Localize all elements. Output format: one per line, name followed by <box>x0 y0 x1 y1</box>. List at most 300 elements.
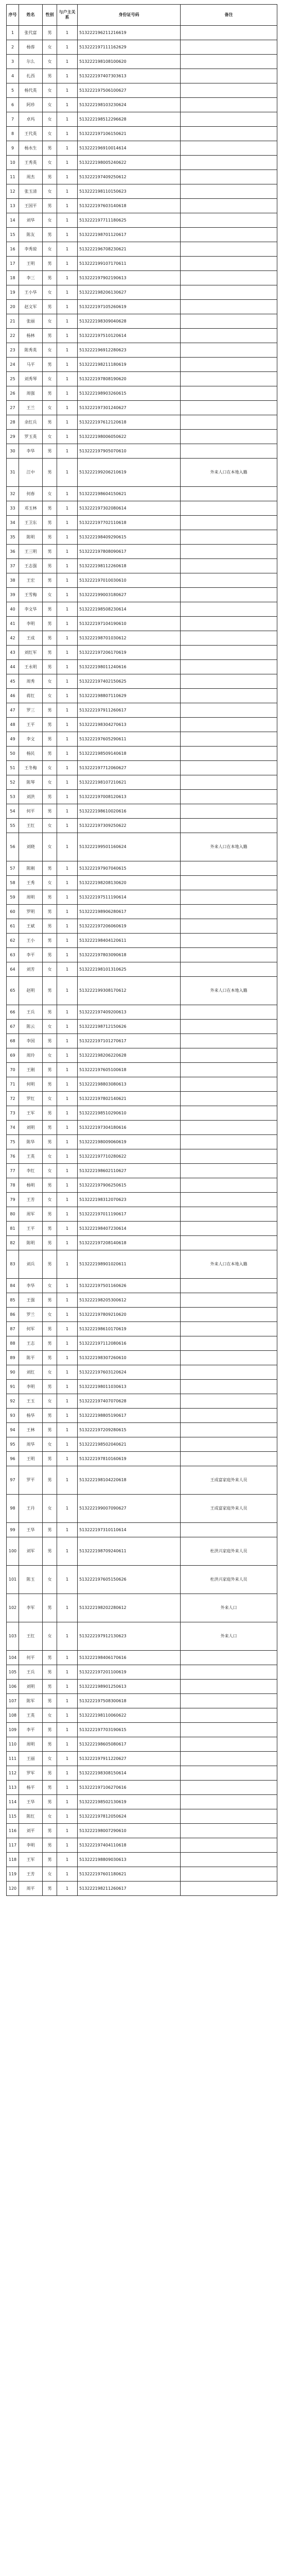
row-seq: 103 <box>7 1622 19 1651</box>
row-name: 王志 <box>19 1336 43 1351</box>
row-relation: 1 <box>57 1781 78 1795</box>
row-gender: 男 <box>43 1523 57 1537</box>
row-gender: 男 <box>43 1665 57 1680</box>
row-relation: 1 <box>57 703 78 718</box>
row-note <box>181 213 277 228</box>
row-name: 王玉 <box>19 1394 43 1409</box>
row-seq: 78 <box>7 1178 19 1193</box>
row-relation: 1 <box>57 430 78 444</box>
row-id-number: 513222198312070623 <box>78 1193 181 1207</box>
row-name: 王军 <box>19 1853 43 1867</box>
table-row <box>7 1149 277 1164</box>
row-relation: 1 <box>57 83 78 98</box>
row-relation: 1 <box>57 545 78 559</box>
row-gender: 女 <box>43 83 57 98</box>
row-name: 刘明 <box>19 1680 43 1694</box>
row-id-number: 513222196211216619 <box>78 26 181 40</box>
table-row <box>7 790 277 804</box>
row-id-number: 513222199308170612 <box>78 977 181 1005</box>
row-id-number: 513222197501160626 <box>78 1279 181 1293</box>
row-id-number: 513222198011030613 <box>78 1380 181 1394</box>
row-seq: 66 <box>7 1005 19 1020</box>
row-id-number: 513222197101270617 <box>78 1034 181 1048</box>
row-name: 刘平 <box>19 1824 43 1838</box>
row-id-number: 513222197808090617 <box>78 545 181 559</box>
table-row <box>7 26 277 40</box>
row-seq: 49 <box>7 732 19 747</box>
row-name: 李华 <box>19 444 43 459</box>
row-seq: 114 <box>7 1795 19 1809</box>
row-gender: 女 <box>43 40 57 55</box>
row-seq: 100 <box>7 1537 19 1566</box>
row-note <box>181 1809 277 1824</box>
row-name: 张代富 <box>19 26 43 40</box>
row-id-number: 513222197011190617 <box>78 1207 181 1222</box>
row-gender: 男 <box>43 1178 57 1193</box>
row-name: 王斌 <box>19 919 43 934</box>
row-id-number: 513222198103230624 <box>78 98 181 112</box>
row-id-number: 513222197008120613 <box>78 790 181 804</box>
table-row <box>7 1566 277 1594</box>
table-row <box>7 430 277 444</box>
row-name: 王英 <box>19 1149 43 1164</box>
table-row <box>7 1293 277 1308</box>
row-gender: 男 <box>43 300 57 314</box>
row-gender: 男 <box>43 1322 57 1336</box>
row-name: 何军 <box>19 1322 43 1336</box>
row-note <box>181 703 277 718</box>
row-note <box>181 1351 277 1365</box>
table-row <box>7 1135 277 1149</box>
row-note <box>181 646 277 660</box>
row-name: 李国 <box>19 1034 43 1048</box>
row-gender: 男 <box>43 703 57 718</box>
table-row <box>7 689 277 703</box>
row-seq: 91 <box>7 1380 19 1394</box>
row-note <box>181 156 277 170</box>
row-seq: 43 <box>7 646 19 660</box>
row-name: 王永明 <box>19 660 43 674</box>
row-note <box>181 747 277 761</box>
row-name: 张玉清 <box>19 184 43 199</box>
row-id-number: 513222197206060619 <box>78 919 181 934</box>
row-gender: 男 <box>43 747 57 761</box>
table-row <box>7 329 277 343</box>
row-relation: 1 <box>57 1207 78 1222</box>
row-seq: 48 <box>7 718 19 732</box>
row-seq: 115 <box>7 1809 19 1824</box>
row-relation: 1 <box>57 1077 78 1092</box>
row-relation: 1 <box>57 1250 78 1279</box>
row-seq: 44 <box>7 660 19 674</box>
row-name: 王志强 <box>19 559 43 573</box>
row-gender: 男 <box>43 646 57 660</box>
table-row <box>7 1164 277 1178</box>
row-name: 李明 <box>19 617 43 631</box>
row-id-number: 513222197506100627 <box>78 83 181 98</box>
row-seq: 14 <box>7 213 19 228</box>
row-id-number: 513222197809210620 <box>78 1308 181 1322</box>
row-name: 刘军 <box>19 1537 43 1566</box>
row-seq: 89 <box>7 1351 19 1365</box>
row-seq: 17 <box>7 257 19 271</box>
row-gender: 男 <box>43 1766 57 1781</box>
row-id-number: 513222199206210619 <box>78 459 181 487</box>
row-gender: 男 <box>43 1651 57 1665</box>
table-row <box>7 1034 277 1048</box>
row-seq: 57 <box>7 861 19 876</box>
row-relation: 1 <box>57 718 78 732</box>
row-note <box>181 1867 277 1882</box>
row-relation: 1 <box>57 516 78 530</box>
row-name: 赵明 <box>19 977 43 1005</box>
row-gender: 男 <box>43 1236 57 1250</box>
row-gender: 男 <box>43 948 57 962</box>
row-note <box>181 1853 277 1867</box>
row-note <box>181 573 277 588</box>
row-seq: 13 <box>7 199 19 213</box>
row-note <box>181 184 277 199</box>
row-id-number: 513222198701120617 <box>78 228 181 242</box>
row-name: 王红 <box>19 1622 43 1651</box>
row-gender: 男 <box>43 1409 57 1423</box>
row-note <box>181 1452 277 1466</box>
row-gender: 女 <box>43 1020 57 1034</box>
row-note <box>181 430 277 444</box>
row-note <box>181 1752 277 1766</box>
row-relation: 1 <box>57 1665 78 1680</box>
row-seq: 95 <box>7 1437 19 1452</box>
row-relation: 1 <box>57 1537 78 1566</box>
row-note <box>181 1365 277 1380</box>
row-gender: 女 <box>43 1164 57 1178</box>
row-seq: 41 <box>7 617 19 631</box>
row-id-number: 513222198101310625 <box>78 962 181 977</box>
row-relation: 1 <box>57 1423 78 1437</box>
table-row <box>7 1106 277 1121</box>
row-gender: 女 <box>43 127 57 141</box>
row-name: 王三明 <box>19 545 43 559</box>
table-row <box>7 1795 277 1809</box>
table-row <box>7 1651 277 1665</box>
row-name: 王雪梅 <box>19 588 43 602</box>
row-id-number: 513222198112260618 <box>78 559 181 573</box>
row-relation: 1 <box>57 588 78 602</box>
table-row <box>7 1092 277 1106</box>
row-name: 刘红 <box>19 1365 43 1380</box>
row-name: 陈红 <box>19 1809 43 1824</box>
row-seq: 63 <box>7 948 19 962</box>
row-seq: 47 <box>7 703 19 718</box>
row-name: 王刚 <box>19 1063 43 1077</box>
row-name: 陈明 <box>19 1236 43 1250</box>
row-note <box>181 1077 277 1092</box>
row-gender: 男 <box>43 1106 57 1121</box>
table-row <box>7 1853 277 1867</box>
row-note <box>181 98 277 112</box>
row-gender: 女 <box>43 1495 57 1523</box>
row-seq: 28 <box>7 415 19 430</box>
table-row <box>7 1121 277 1135</box>
row-note: 王成富家庭外来人员 <box>181 1466 277 1495</box>
row-name: 罗军 <box>19 1766 43 1781</box>
table-row <box>7 1838 277 1853</box>
row-note <box>181 257 277 271</box>
row-name: 周平 <box>19 1882 43 1896</box>
row-relation: 1 <box>57 444 78 459</box>
row-note <box>181 372 277 386</box>
row-gender: 男 <box>43 861 57 876</box>
row-note <box>181 415 277 430</box>
row-relation: 1 <box>57 285 78 300</box>
row-id-number: 513222199107170611 <box>78 257 181 271</box>
row-note <box>181 1092 277 1106</box>
row-seq: 74 <box>7 1121 19 1135</box>
row-note <box>181 343 277 358</box>
row-id-number: 513222197605100618 <box>78 1063 181 1077</box>
row-gender: 女 <box>43 213 57 228</box>
row-gender: 男 <box>43 905 57 919</box>
row-gender: 男 <box>43 559 57 573</box>
header-name: 姓名 <box>19 5 43 26</box>
row-gender: 女 <box>43 285 57 300</box>
row-relation: 1 <box>57 1121 78 1135</box>
row-id-number: 513222197812050624 <box>78 1809 181 1824</box>
row-id-number: 513222197111162629 <box>78 40 181 55</box>
row-gender: 男 <box>43 1680 57 1694</box>
row-name: 李红 <box>19 1164 43 1178</box>
row-relation: 1 <box>57 199 78 213</box>
row-id-number: 513222197409200613 <box>78 1005 181 1020</box>
table-row <box>7 545 277 559</box>
row-note <box>181 1882 277 1896</box>
table-row <box>7 1250 277 1279</box>
row-id-number: 513222197402150625 <box>78 674 181 689</box>
row-relation: 1 <box>57 271 78 285</box>
row-id-number: 513222198809030613 <box>78 1853 181 1867</box>
row-name: 王强 <box>19 1293 43 1308</box>
row-id-number: 513222198512296628 <box>78 112 181 127</box>
row-relation: 1 <box>57 1351 78 1365</box>
table-row <box>7 98 277 112</box>
row-relation: 1 <box>57 804 78 819</box>
row-gender: 男 <box>43 228 57 242</box>
row-note <box>181 819 277 833</box>
row-name: 王成 <box>19 631 43 646</box>
row-id-number: 513222197302080614 <box>78 501 181 516</box>
table-row <box>7 156 277 170</box>
row-seq: 60 <box>7 905 19 919</box>
row-relation: 1 <box>57 1279 78 1293</box>
row-seq: 93 <box>7 1409 19 1423</box>
row-note <box>181 1178 277 1193</box>
row-seq: 107 <box>7 1694 19 1708</box>
row-name: 刘晓 <box>19 833 43 861</box>
table-row <box>7 833 277 861</box>
row-seq: 104 <box>7 1651 19 1665</box>
row-id-number: 513222199007090627 <box>78 1495 181 1523</box>
row-note <box>181 1838 277 1853</box>
row-note <box>181 674 277 689</box>
row-relation: 1 <box>57 1838 78 1853</box>
row-gender: 男 <box>43 890 57 905</box>
table-row <box>7 1723 277 1737</box>
row-seq: 36 <box>7 545 19 559</box>
row-seq: 19 <box>7 285 19 300</box>
row-note <box>181 300 277 314</box>
row-gender: 男 <box>43 386 57 401</box>
row-relation: 1 <box>57 26 78 40</box>
row-seq: 52 <box>7 775 19 790</box>
row-note <box>181 401 277 415</box>
row-seq: 18 <box>7 271 19 285</box>
row-note <box>181 1279 277 1293</box>
row-relation: 1 <box>57 948 78 962</box>
row-seq: 88 <box>7 1336 19 1351</box>
row-note <box>181 1121 277 1135</box>
row-relation: 1 <box>57 689 78 703</box>
row-relation: 1 <box>57 747 78 761</box>
row-relation: 1 <box>57 1034 78 1048</box>
row-note <box>181 1665 277 1680</box>
row-relation: 1 <box>57 977 78 1005</box>
row-gender: 女 <box>43 1193 57 1207</box>
table-row <box>7 905 277 919</box>
row-id-number: 513222197511190614 <box>78 890 181 905</box>
row-relation: 1 <box>57 300 78 314</box>
row-note: 杜洪兴家庭外来人员 <box>181 1537 277 1566</box>
row-note <box>181 934 277 948</box>
row-name: 杨民 <box>19 747 43 761</box>
row-id-number: 513222199003180627 <box>78 588 181 602</box>
row-gender: 女 <box>43 761 57 775</box>
row-id-number: 513222198407230614 <box>78 1222 181 1236</box>
row-relation: 1 <box>57 1853 78 1867</box>
row-gender: 男 <box>43 501 57 516</box>
row-note <box>181 761 277 775</box>
table-row <box>7 228 277 242</box>
row-name: 江中 <box>19 459 43 487</box>
row-note <box>181 314 277 329</box>
row-id-number: 513222197407070628 <box>78 1394 181 1409</box>
row-name: 王秀 <box>19 876 43 890</box>
table-row <box>7 1222 277 1236</box>
row-name: 王华 <box>19 1795 43 1809</box>
row-relation: 1 <box>57 487 78 501</box>
row-id-number: 513222198110060622 <box>78 1708 181 1723</box>
row-id-number: 513222197209280615 <box>78 1423 181 1437</box>
row-seq: 39 <box>7 588 19 602</box>
row-gender: 男 <box>43 1795 57 1809</box>
row-seq: 45 <box>7 674 19 689</box>
row-id-number: 513222197702110618 <box>78 516 181 530</box>
row-seq: 81 <box>7 1222 19 1236</box>
row-id-number: 513222197010030610 <box>78 573 181 588</box>
row-gender: 男 <box>43 1207 57 1222</box>
household-table <box>6 4 277 1896</box>
row-id-number: 513222198712150626 <box>78 1020 181 1034</box>
row-note <box>181 69 277 83</box>
row-id-number: 513222196708230621 <box>78 242 181 257</box>
row-note <box>181 631 277 646</box>
row-relation: 1 <box>57 1752 78 1766</box>
row-name: 刘芳 <box>19 962 43 977</box>
row-id-number: 513222197301240627 <box>78 401 181 415</box>
row-relation: 1 <box>57 1452 78 1466</box>
row-seq: 112 <box>7 1766 19 1781</box>
row-relation: 1 <box>57 112 78 127</box>
row-id-number: 513222197404110618 <box>78 1838 181 1853</box>
row-name: 王小 <box>19 934 43 948</box>
row-gender: 女 <box>43 775 57 790</box>
row-seq: 16 <box>7 242 19 257</box>
row-gender: 男 <box>43 1838 57 1853</box>
row-note <box>181 1322 277 1336</box>
row-gender: 女 <box>43 1566 57 1594</box>
row-gender: 男 <box>43 1293 57 1308</box>
row-gender: 女 <box>43 1809 57 1824</box>
row-note: 外来人口在本地入籍 <box>181 459 277 487</box>
row-id-number: 513222198009060619 <box>78 1135 181 1149</box>
row-note: 杜洪兴家庭外来人员 <box>181 1566 277 1594</box>
row-relation: 1 <box>57 962 78 977</box>
row-gender: 男 <box>43 631 57 646</box>
table-row <box>7 1437 277 1452</box>
table-row <box>7 1322 277 1336</box>
row-seq: 33 <box>7 501 19 516</box>
row-note <box>181 141 277 156</box>
row-relation: 1 <box>57 184 78 199</box>
row-seq: 9 <box>7 141 19 156</box>
row-relation: 1 <box>57 919 78 934</box>
row-seq: 1 <box>7 26 19 40</box>
row-name: 陈刚 <box>19 861 43 876</box>
row-name: 杨华 <box>19 1409 43 1423</box>
row-note <box>181 617 277 631</box>
row-gender: 女 <box>43 314 57 329</box>
row-name: 王军 <box>19 1106 43 1121</box>
row-gender: 男 <box>43 1824 57 1838</box>
row-name: 周明 <box>19 1737 43 1752</box>
row-gender: 男 <box>43 1380 57 1394</box>
row-seq: 26 <box>7 386 19 401</box>
row-name: 陈华 <box>19 1135 43 1149</box>
row-seq: 113 <box>7 1781 19 1795</box>
table-row <box>7 1193 277 1207</box>
row-seq: 2 <box>7 40 19 55</box>
row-note <box>181 1034 277 1048</box>
row-gender: 女 <box>43 674 57 689</box>
row-seq: 7 <box>7 112 19 127</box>
row-gender: 男 <box>43 1034 57 1048</box>
row-seq: 109 <box>7 1723 19 1737</box>
row-seq: 67 <box>7 1020 19 1034</box>
row-id-number: 513222198502040621 <box>78 1437 181 1452</box>
row-relation: 1 <box>57 257 78 271</box>
row-seq: 68 <box>7 1034 19 1048</box>
row-gender: 女 <box>43 1365 57 1380</box>
row-gender: 男 <box>43 919 57 934</box>
table-row <box>7 343 277 358</box>
row-note <box>181 530 277 545</box>
row-note <box>181 732 277 747</box>
row-relation: 1 <box>57 890 78 905</box>
row-note <box>181 602 277 617</box>
row-seq: 40 <box>7 602 19 617</box>
table-row <box>7 1207 277 1222</box>
row-relation: 1 <box>57 790 78 804</box>
row-seq: 11 <box>7 170 19 184</box>
